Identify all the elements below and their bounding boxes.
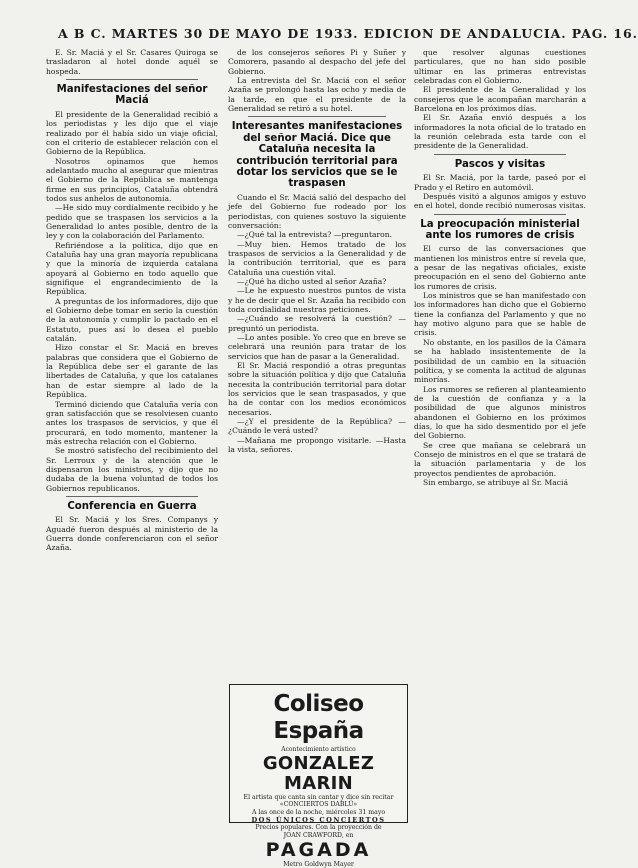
paragraph: Se mostró satisfecho del recibimiento del Sr. Lerroux y de la atención que le dispensaron los ministros, y dijo que no dudaba de la buena voluntad de todos los Gobiernos republicanos. [46, 446, 218, 493]
ad-line: Precios populares. Con la proyección de [255, 824, 382, 832]
paragraph: A preguntas de los informadores, dijo que el Gobierno debe tomar en serio la cuestión de la autonomía y cumplir lo pactado en el Estatuto, pues así lo desea el pueblo catalán. [46, 296, 218, 344]
paragraph: Cuando el Sr. Maciá salió del despacho del jefe del Gobierno fue rodeado por los periodistas, con quienes sostuvo la siguiente conversación: [228, 192, 406, 230]
headline-contribucion: Interesantes manifestaciones del señor Maciá. Dice que Cataluña necesita la contribución territorial para dotar los servicios que se le traspasen [231, 121, 403, 190]
paragraph: —¿Cuándo se resolverá la cuestión? —preguntó un periodista. [228, 314, 406, 333]
ad-line: JOAN CRAWFORD, en [283, 831, 354, 839]
headline-macia: Manifestaciones del señor Maciá [56, 84, 208, 107]
ad-artist-name: GONZALEZ MARIN [262, 753, 375, 794]
paragraph: —Lo antes posible. Yo creo que en breve se celebrará una reunión para tratar de los servicios que han de pasar a la Generalidad. [228, 333, 406, 361]
paragraph: El Sr. Maciá y los Sres. Companys y Aguadé fueron después al ministerio de la Guerra donde conferenciaron con el señor Azaña. [46, 515, 218, 553]
ad-line: «CONCIERTOS DABLÚ» [279, 801, 358, 809]
advertisement-coliseo [229, 684, 408, 868]
paragraph: Los ministros que se han manifestado con los informadores han dicho que el Gobierno tiene la confianza del Parlamento y que no hay motivo alguno para que se hable de crisis. [414, 291, 586, 338]
paragraph: —He sido muy cordialmente recibido y he pedido que se traspasen los servicios a la Generalidad lo antes posible, dentro de la ley y con la colaboración del Parlamento. [46, 203, 218, 241]
header-date: MARTES 30 DE MAYO DE 1933. [111, 26, 359, 41]
headline-pascos: Pascos y visitas [454, 158, 546, 170]
column-left [46, 48, 218, 824]
divider [66, 496, 198, 497]
ad-title: Coliseo España [273, 691, 364, 744]
paragraph: —¿Qué tal la entrevista? —preguntaron. [237, 230, 393, 240]
paragraph: E. Sr. Maciá y el Sr. Casares Quiroga se trasladaron al hotel donde aquél se hospeda. [46, 48, 218, 76]
divider [434, 154, 566, 155]
paragraph: —Le he expuesto nuestros puntos de vista y he de decir que el Sr. Azaña ha recibido con toda cordialidad nuestras peticiones. [228, 286, 406, 314]
paragraph: Sin embargo, se atribuye al Sr. Maciá [423, 477, 569, 487]
ad-line: El artista que canta sin cantar y dice sin recitar [243, 794, 394, 801]
masthead: A B C. [58, 26, 107, 41]
paragraph: Terminó diciendo que Cataluña vería con gran satisfacción que se resolviesen cuanto antes los traspasos de servicios, y que él procurará, en todo momento, mantener la más estrecha relación con el Gobierno. [46, 399, 218, 446]
ad-caps-line: DOS ÚNICOS CONCIERTOS [251, 816, 386, 825]
ad-footer: Metro Goldwyn Mayer [283, 861, 354, 868]
ad-line: A las once de la noche, miércoles 31 mayo [251, 808, 386, 816]
headline-crisis: La preocupación ministerial ante los rumores de crisis [420, 218, 580, 241]
paragraph: El Sr. Azaña envió después a los informadores la nota oficial de lo tratado en la reunión celebrada esta tarde con el presidente de la Generalidad. [414, 113, 586, 151]
column-right [414, 48, 586, 824]
paragraph: La entrevista del Sr. Maciá con el señor Azaña se prolongó hasta las ocho y media de la tarde, en que el presidente de la Generalidad se retiró a su hotel. [228, 76, 406, 114]
paragraph: El Sr. Maciá respondió a otras preguntas sobre la situación política y dijo que Cataluña necesita la contribución territorial para dotar los servicios que le sean traspasados, y que ha de contar con los medios económicos necesarios. [228, 361, 406, 417]
paragraph: El presidente de la Generalidad recibió a los periodistas y les dijo que el viaje realizado por él había sido un viaje oficial, con el criterio de establecer relación con el Gobierno de la República. [46, 109, 218, 157]
paragraph: Los rumores se refieren al planteamiento de la cuestión de confianza y a la posibilidad de que algunos ministros abandonen el Gobierno en los próximos días, lo que ha sido desmentido por el jefe del Gobierno. [414, 384, 586, 441]
divider [66, 79, 198, 80]
header-edition: EDICION DE ANDALUCIA. [363, 26, 567, 41]
paragraph: Después visitó a algunos amigos y estuvo en el hotel, donde recibió numerosas visitas. [414, 191, 586, 211]
ad-subtitle: Acontecimiento artístico [281, 746, 356, 753]
page-header [58, 26, 638, 41]
paragraph: de los consejeros señores Pi y Suñer y Comorera, pasando al despacho del jefe del Gobierno. [228, 48, 406, 76]
divider [434, 214, 566, 215]
paragraph: —Mañana me propongo visitarle. —Hasta la vista, señores. [228, 435, 406, 455]
paragraph: Nosotros opinamos que hemos adelantado mucho al asegurar que mientras el Gobierno de la República se mantenga firme en sus principios, Cataluña obtendrá todos sus anhelos de autonomía. [46, 156, 218, 203]
paragraph: El Sr. Maciá, por la tarde, paseó por el Prado y el Retiro en automóvil. [414, 173, 586, 192]
paragraph: El presidente de la Generalidad y los consejeros que le acompañan marcharán a Barcelona en los próximos días. [414, 85, 586, 114]
paragraph: —¿Qué ha dicho usted al señor Azaña? [237, 276, 387, 286]
ad-film-title: PAGADA [265, 839, 372, 862]
paragraph: —¿Y el presidente de la República? —¿Cuándo le verá usted? [228, 417, 406, 436]
header-page: PAG. 16. [571, 26, 638, 41]
headline-guerra: Conferencia en Guerra [67, 500, 197, 512]
paragraph: Hizo constar el Sr. Maciá en breves palabras que considera que el Gobierno de la República debe ser el garante de las libertades de Cataluña, y que los catalanes han de estar siempre al lado de la República. [46, 343, 218, 400]
paragraph: —Muy bien. Hemos tratado de los traspasos de servicios a la Generalidad y de la contribución territorial, que es para Cataluña una cuestión vital. [228, 239, 406, 277]
paragraph: que resolver algunas cuestiones particulares, que no han sido posible ultimar en las primeras entrevistas celebradas con el Gobierno. [414, 48, 586, 86]
divider [248, 116, 386, 117]
paragraph: No obstante, en los pasillos de la Cámara se ha hablado insistentemente de la posibilidad de un cambio en la situación política, y se comenta la actitud de algunas minorías. [414, 337, 586, 385]
paragraph: Se cree que mañana se celebrará un Consejo de ministros en el que se tratará de la situación parlamentaria y de los proyectos pendientes de aprobación. [414, 440, 586, 478]
paragraph: El curso de las conversaciones que mantienen los ministros entre sí revela que, a pesar de las negativas oficiales, existe preocupación en el seno del Gobierno ante los rumores de crisis. [414, 244, 586, 291]
paragraph: Refiriéndose a la política, dijo que en Cataluña hay una gran mayoría republicana y que la minoría de izquierda catalana apoyará al Gobierno en todo aquello que signifique el engrandecimiento de la República. [46, 240, 218, 297]
